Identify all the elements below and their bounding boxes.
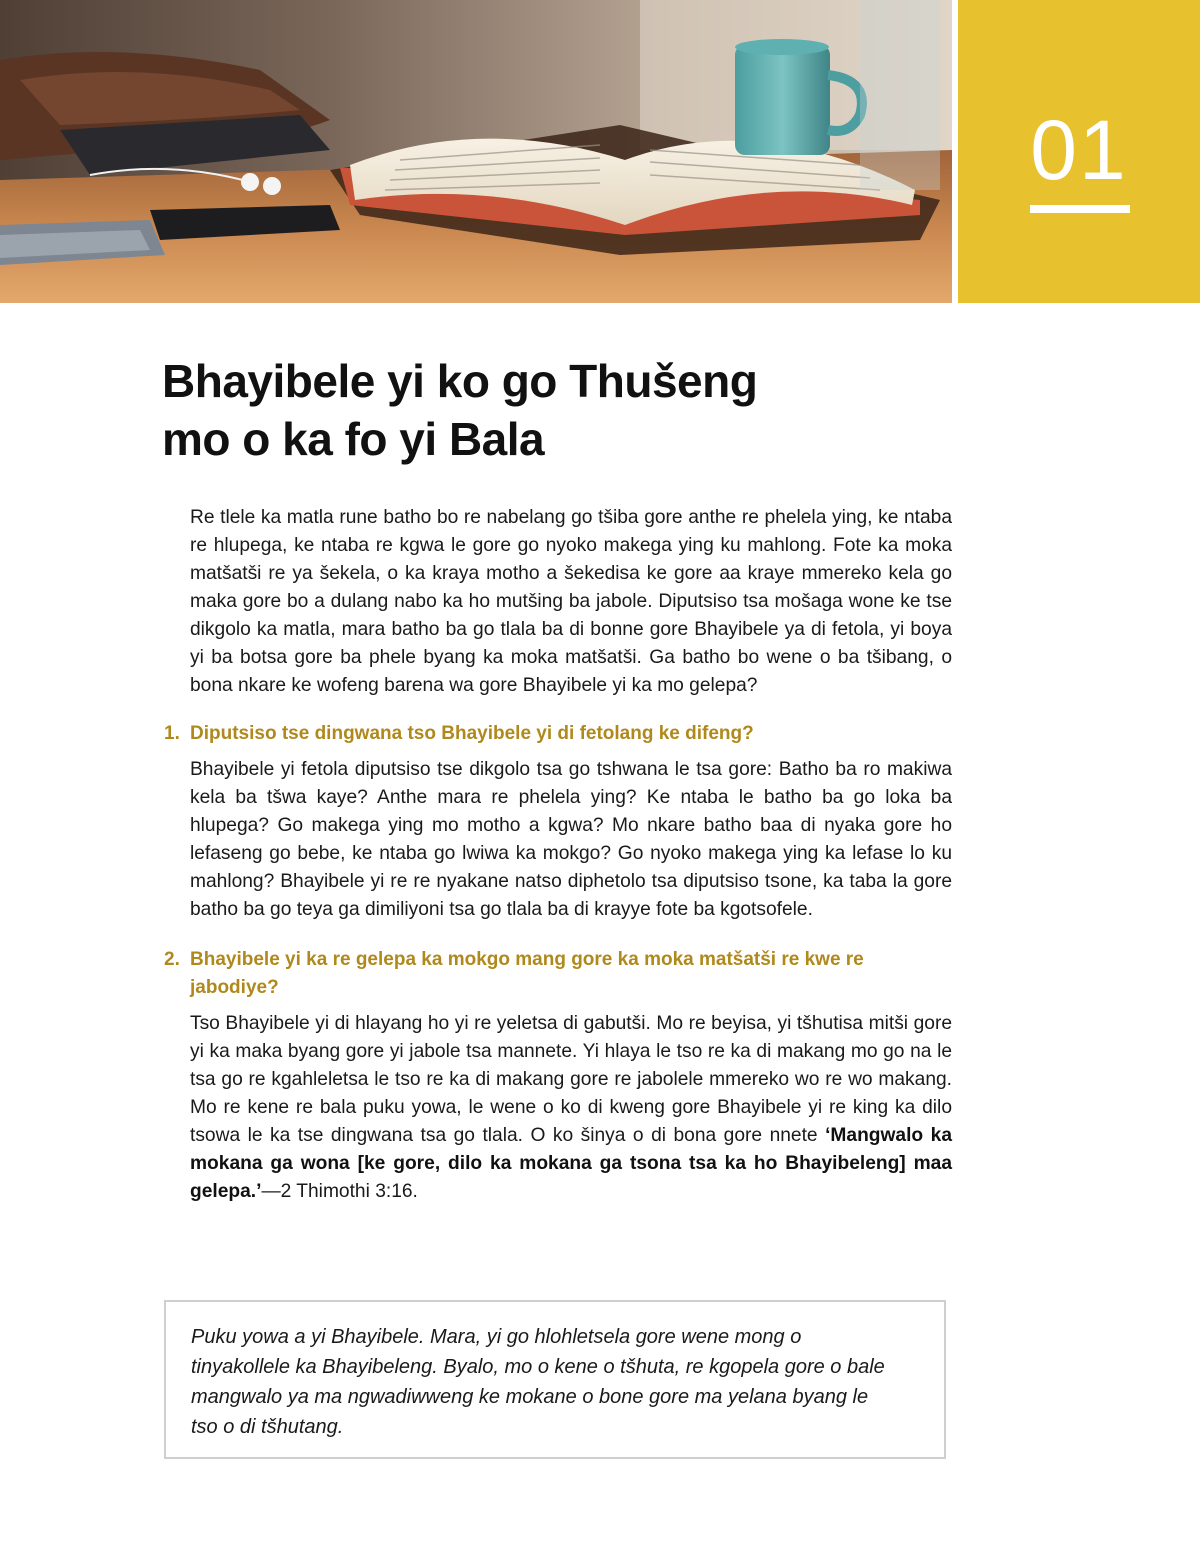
intro-paragraph: Re tlele ka matla rune batho bo re nabelang go tšiba gore anthe re phelela ying, ke ntaba re hlupega, ke ntaba re kgwa le gore go nyoko makega ying ku mahlong. Fote ka moka matšatši re ya šekela, o ka kraya motho a šekedisa ke gore aa kraye mmereko kela go maka gore bo a dulang nabo ka ho mutšing ba jabole. Diputsiso tsa mošaga wone ke tse dikgolo ka matla, mara batho ba go tlala ba di bonne gore Bhayibele ya di fetola, yi boya yi ba botsa gore ba phele byang ka moka matšatši. Ga batho bo wene o ba tšibang, o bona nkare ke wofeng barena wa gore Bhayibele yi ka mo gelepa? <box>190 507 952 696</box>
question-1-number: 1. <box>164 723 180 744</box>
answer-2-paragraph <box>190 1010 952 1206</box>
question-1-text: Diputsiso tse dingwana tso Bhayibele yi di fetolang ke difeng? <box>190 723 754 744</box>
lesson-content <box>164 504 952 1206</box>
callout-box <box>164 1300 946 1459</box>
answer-1-paragraph: Bhayibele yi fetola diputsiso tse dikgolo tsa go tshwana le tsa gore: Batho ba ro makiwa kela ba tšwa kaye? Anthe mara re phelela ying? Ke ntaba le batho ba go loka ba hlupega? Go makega ying mo motho a kgwa? Mo nkare batho baa di nyaka gore ho lefaseng go bebe, ke ntaba go lwiwa ka mokgo? Go nyoko makega ying ka lefase lo ku mahlong? Bhayibele yi re re nyakane natso diphetolo tsa diputsiso tsone, ka taba la gore batho ba go teya ga dimiliyoni tsa go tlala ba di krayye fote ba kgotsofele. <box>190 759 952 920</box>
scripture-citation: —2 Thimothi 3:16. <box>261 1181 418 1202</box>
question-1 <box>164 720 952 748</box>
bible-table-illustration <box>0 0 952 303</box>
lesson-number-tab <box>958 0 1200 303</box>
answer-2-body: Tso Bhayibele yi di hlayang ho yi re yeletsa di gabutši. Mo re beyisa, yi tšhutisa mitši gore yi ka maka byang gore yi jabole tsa mannete. Yi hlaya le tso re ka di makang mo go na le tsa go re kgahleletsa le tso re ka di makang gore re jabolele mmereko wo re wo makang. Mo re kene re bala puku yowa, le wene o ko di kweng gore Bhayibele yi re king ka dilo tsowa le ka tse dingwana tsa go tlala. O ko šinya o di bona gore nnete <box>190 1013 952 1146</box>
page-title-line-2: mo o ka fo yi Bala <box>162 413 545 465</box>
lesson-number-underline <box>1030 205 1130 213</box>
question-2-text: Bhayibele yi ka re gelepa ka mokgo mang gore ka moka matšatši re kwe re jabodiye? <box>190 949 864 998</box>
callout-text: Puku yowa a yi Bhayibele. Mara, yi go hlohletsela gore wene mong o tinyakollele ka Bhayibeleng. Byalo, mo o kene o tšhuta, re kgopela gore o bale mangwalo ya ma ngwadiwweng ke mokane o bone gore ma yelana byang le tso o di tšhutang. <box>191 1326 885 1438</box>
scripture-quote: ‘Mangwalo ka mokana ga wona [ke gore, dilo ka mokana ga tsona tsa ka ho Bhayibeleng] maa gelepa.’ <box>190 1125 952 1202</box>
page-title <box>162 352 922 468</box>
question-2-number: 2. <box>164 949 180 970</box>
question-2 <box>164 946 952 1002</box>
lesson-number: 01 <box>1030 103 1128 197</box>
hero-photo <box>0 0 952 303</box>
page-title-line-1: Bhayibele yi ko go Thušeng <box>162 355 758 407</box>
